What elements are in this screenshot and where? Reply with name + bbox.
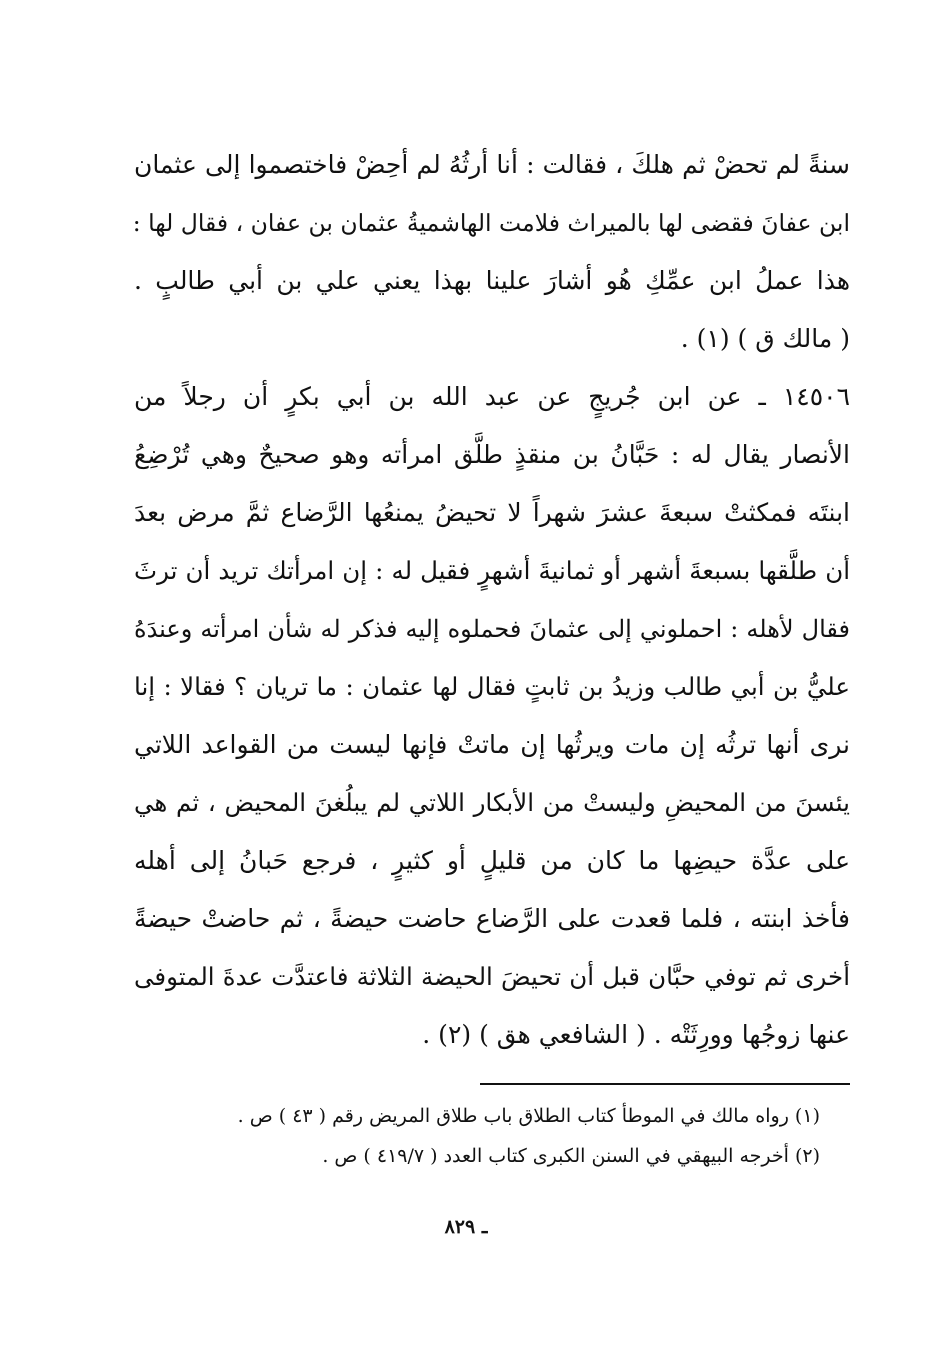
footnote-1: (١) رواه مالك في الموطأ كتاب الطلاق باب طلاق المريض رقم ( ٤٣ ) ص . (237, 1105, 820, 1127)
text-line: ( مالك ق ) (١) . (680, 324, 850, 353)
text-line: ابن عفانَ فقضى لها بالميراث فلامت الهاشميةُ عثمان بن عفان ، فقال لها : (132, 209, 850, 237)
text-line: على عدَّة حيضِها ما كان من قليلٍ أو كثيرٍ ، فرجع حَبانُ إلى أهله (134, 846, 850, 875)
footnote-divider (480, 1083, 850, 1085)
text-line: ابنتَه فمكثتْ سبعةَ عشرَ شهراً لا تحيضُ يمنعُها الرَّضاع ثمَّ مرض بعدَ (134, 498, 850, 527)
text-line: ١٤٥٠٦ ـ عن ابن جُريجٍ عن عبد الله بن أبي بكرٍ أن رجلاً من (134, 382, 850, 411)
text-line: يئسنَ من المحيضِ وليستْ من الأبكار اللاتي لم يبلُغنَ المحيض ، ثم هي (134, 788, 850, 817)
text-line: هذا عملُ ابن عمِّكِ هُو أشارَ علينا بهذا يعني علي بن أبي طالبٍ . (134, 266, 850, 295)
text-line: أخرى ثم توفي حبَّان قبل أن تحيضَ الحيضة الثلاثة فاعتدَّت عدةَ المتوفى (134, 962, 850, 991)
text-line: سنةً لم تحضْ ثم هلكَ ، فقالت : أنا أرثُهُ لم أحِضْ فاختصموا إلى عثمان (134, 150, 850, 179)
text-line: أن طلَّقها بسبعةَ أشهر أو ثمانيةَ أشهرٍ فقيل له : إن امرأتك تريد أن ترثَ (134, 556, 850, 585)
text-line: عليُّ بن أبي طالب وزيدُ بن ثابتٍ فقال لها عثمان : ما تريان ؟ فقالا : إنا (134, 672, 850, 701)
footnote-2: (٢) أخرجه البيهقي في السنن الكبرى كتاب العدد ( ٤١٩/٧ ) ص . (322, 1145, 820, 1167)
text-line: الأنصار يقال له : حَبَّانُ بن منقذٍ طلَّق امرأته وهو صحيحٌ وهي تُرْضِعُ (134, 440, 850, 469)
page-number: ـ ٨٢٩ (444, 1216, 488, 1238)
text-line: نرى أنها ترثُه إن مات ويرثُها إن ماتتْ فإنها ليست من القواعد اللاتي (134, 730, 850, 759)
paragraph-1 (134, 136, 850, 368)
paragraph-2 (134, 368, 850, 1064)
text-line: عنها زوجُها وورِثَتْه . ( الشافعي هق ) (٢) . (422, 1020, 850, 1049)
footnotes (120, 1096, 820, 1176)
text-line: فأخذ ابنته ، فلما قعدت على الرَّضاع حاضت حيضةً ، ثم حاضتْ حيضةً (134, 904, 850, 933)
text-line: فقال لأهله : احملوني إلى عثمانَ فحملوه إليه فذكر له شأن امرأته وعندَهُ (134, 615, 850, 643)
